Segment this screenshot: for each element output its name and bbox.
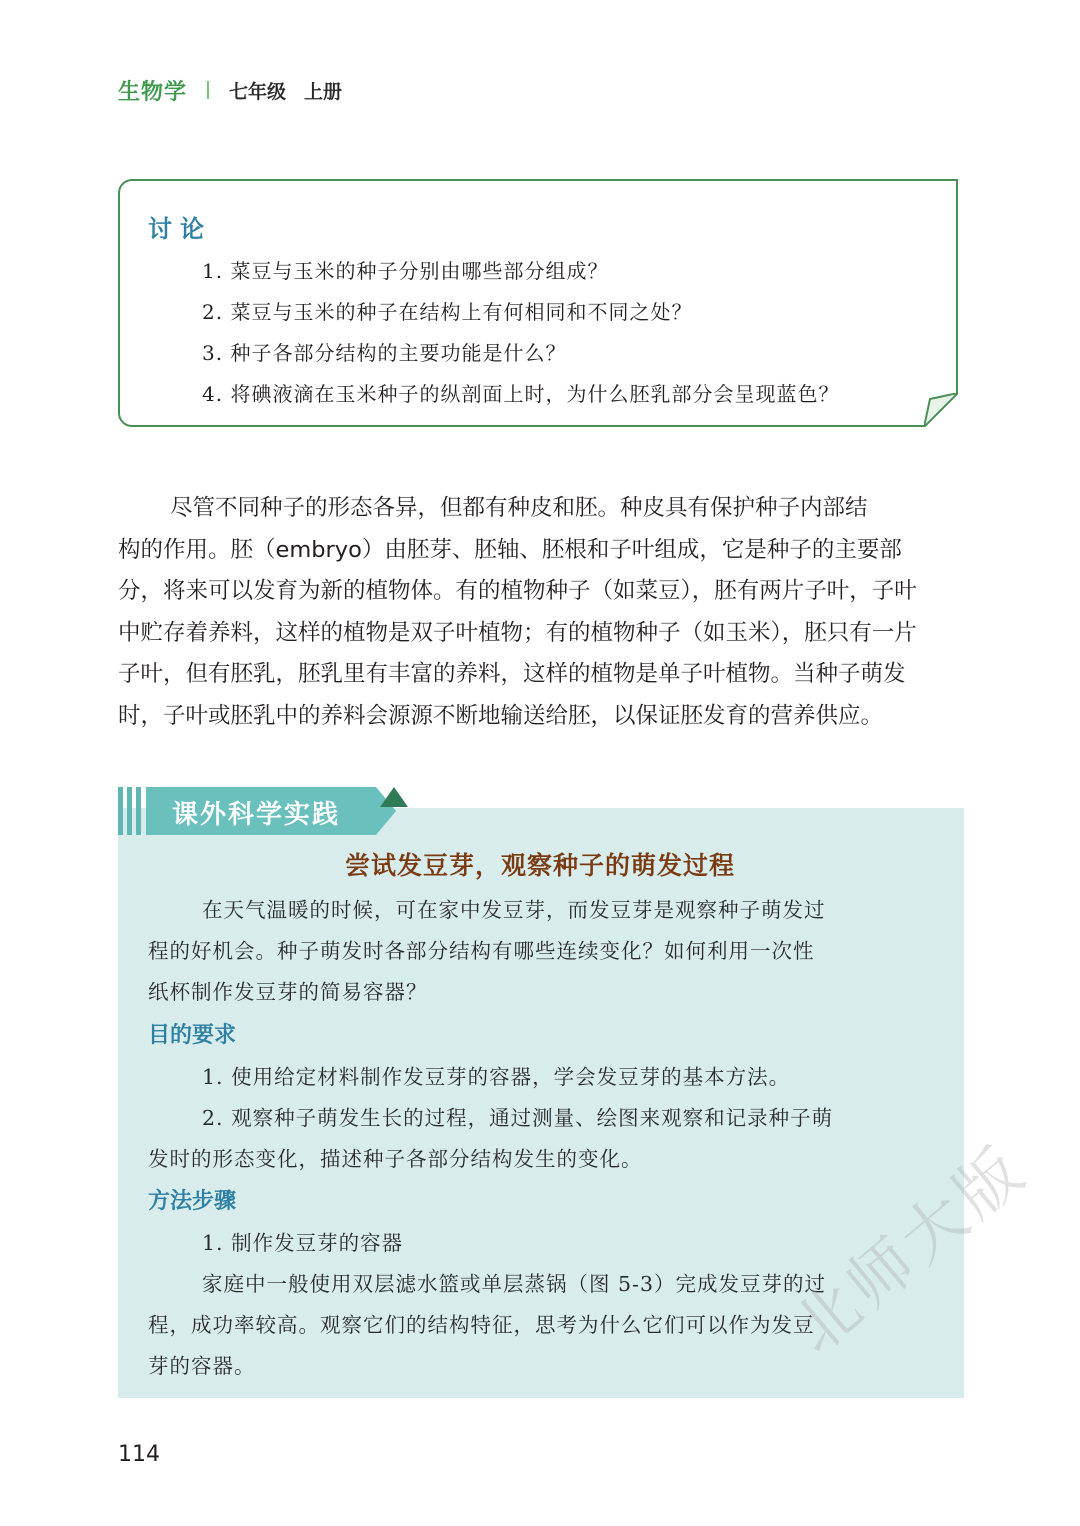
practice-tab-label: 课外科学实践 xyxy=(172,800,341,830)
method-line: 程，成功率较高。观察它们的结构特征，思考为什么它们可以作为发豆 xyxy=(148,1313,815,1337)
discussion-title: 讨论 xyxy=(148,215,212,243)
practice-intro-line: 程的好机会。种子萌发时各部分结构有哪些连续变化？如何利用一次性 xyxy=(148,939,815,963)
discussion-item: 3. 种子各部分结构的主要功能是什么？ xyxy=(202,341,567,365)
practice-intro-line: 在天气温暖的时候，可在家中发豆芽，而发豆芽是观察种子萌发过 xyxy=(202,898,826,922)
practice-intro-line: 纸杯制作发豆芽的简易容器？ xyxy=(148,980,428,1004)
method-line: 芽的容器。 xyxy=(148,1354,256,1378)
grade-label: 七年级 xyxy=(229,80,287,103)
volume-label: 上册 xyxy=(304,80,343,103)
tab-triangle-icon xyxy=(380,787,408,807)
method-line: 1. 制作发豆芽的容器 xyxy=(202,1231,404,1255)
body-line: 分，将来可以发育为新的植物体。有的植物种子（如菜豆），胚有两片子叶，子叶 xyxy=(118,578,917,605)
body-line: 尽管不同种子的形态各异，但都有种皮和胚。种皮具有保护种子内部结 xyxy=(170,495,868,521)
body-line: 构的作用。胚（embryo）由胚芽、胚轴、胚根和子叶组成，它是种子的主要部 xyxy=(118,536,902,563)
body-paragraph xyxy=(118,488,964,738)
discussion-item: 2. 菜豆与玉米的种子在结构上有何相同和不同之处？ xyxy=(202,300,693,324)
discussion-list xyxy=(202,251,839,415)
tab-stripes xyxy=(118,787,141,835)
body-line: 时，子叶或胚乳中的养料会源源不断地输送给胚，以保证胚发育的营养供应。 xyxy=(118,702,884,729)
body-line: 中贮存着养料，这样的植物是双子叶植物；有的植物种子（如玉米），胚只有一片 xyxy=(118,619,917,646)
body-line: 子叶，但有胚乳，胚乳里有丰富的养料，这样的植物是单子叶植物。当种子萌发 xyxy=(118,661,906,688)
practice-tab xyxy=(118,787,408,835)
discussion-item: 1. 菜豆与玉米的种子分别由哪些部分组成？ xyxy=(202,259,609,283)
goal-line: 2. 观察种子萌发生长的过程，通过测量、绘图来观察和记录种子萌 xyxy=(202,1106,834,1130)
subject-label: 生物学 xyxy=(118,79,188,105)
goal-heading: 目的要求 xyxy=(148,1023,237,1048)
discussion-box xyxy=(118,179,958,427)
page-number: 114 xyxy=(118,1442,160,1467)
discussion-item: 4. 将碘液滴在玉米种子的纵剖面上时，为什么胚乳部分会呈现蓝色？ xyxy=(202,382,840,406)
practice-title: 尝试发豆芽，观察种子的萌发过程 xyxy=(344,851,735,880)
page-fold-corner xyxy=(924,393,958,427)
publisher-watermark: 北师大版 xyxy=(779,1131,1042,1369)
header-divider xyxy=(207,81,209,99)
goal-line: 发时的形态变化，描述种子各部分结构发生的变化。 xyxy=(148,1147,643,1171)
running-header xyxy=(118,74,342,106)
method-heading: 方法步骤 xyxy=(148,1189,237,1214)
goal-line: 1. 使用给定材料制作发豆芽的容器，学会发豆芽的基本方法。 xyxy=(202,1065,791,1089)
method-line: 家庭中一般使用双层滤水篮或单层蒸锅（图 5-3）完成发豆芽的过 xyxy=(202,1272,827,1296)
